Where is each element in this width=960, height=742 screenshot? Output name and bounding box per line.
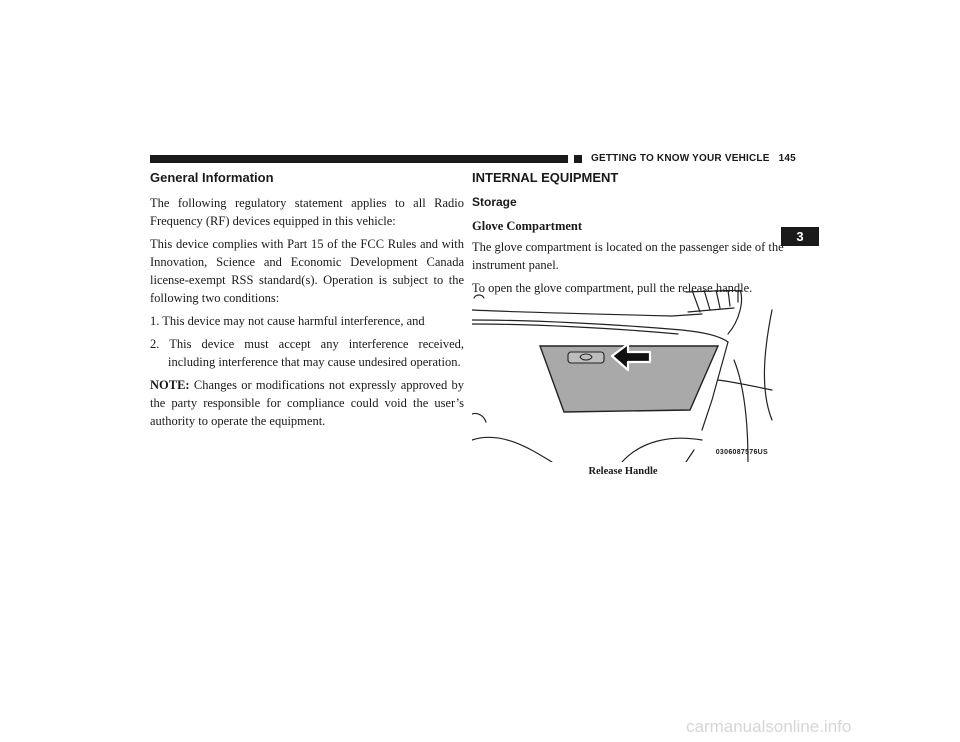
glove-compartment-illustration: [472, 290, 774, 462]
figure-caption: Release Handle: [588, 466, 658, 477]
glove-compartment-heading: Glove Compartment: [472, 219, 583, 233]
running-header: [591, 153, 796, 164]
note-text: Changes or modifications not expressly approved by the party responsible for compliance could void the user’s authority to operate the equipment.: [150, 378, 464, 428]
internal-equipment-heading: INTERNAL EQUIPMENT: [472, 170, 619, 185]
watermark: carmanualsonline.info: [686, 717, 852, 736]
right-column: [472, 170, 786, 302]
conditions-list: [150, 312, 464, 371]
section-title: GETTING TO KNOW YOUR VEHICLE: [591, 153, 770, 164]
glove-open-text: To open the glove compartment, pull the release handle.: [472, 281, 753, 295]
chapter-tab: 3: [781, 227, 819, 246]
note-label: NOTE:: [150, 378, 190, 392]
header-square: [574, 155, 582, 163]
figure-code: 0306087576US: [715, 449, 768, 456]
list-item: 1. This device may not cause harmful interference, and: [150, 314, 425, 328]
fcc-compliance-text: This device complies with Part 15 of the FCC Rules and with Innovation, Science and Economic Development Canada license-exempt RSS standard(s). Operation is subject to the following two conditions:: [150, 237, 464, 305]
glove-location-text: The glove compartment is located on the passenger side of the instrument panel.: [472, 240, 784, 272]
page-number: 145: [778, 153, 796, 164]
list-item: 2. This device must accept any interference received, including interference that may cause undesired operation.: [150, 337, 464, 369]
dashboard-drawing: [472, 290, 774, 462]
storage-heading: Storage: [472, 195, 517, 209]
general-information-heading: General Information: [150, 170, 274, 185]
header-rule: [150, 155, 568, 163]
regulatory-intro: The following regulatory statement applies to all Radio Frequency (RF) devices equipped in this vehicle:: [150, 196, 464, 228]
note-paragraph: [150, 376, 464, 430]
left-column: [150, 170, 464, 435]
